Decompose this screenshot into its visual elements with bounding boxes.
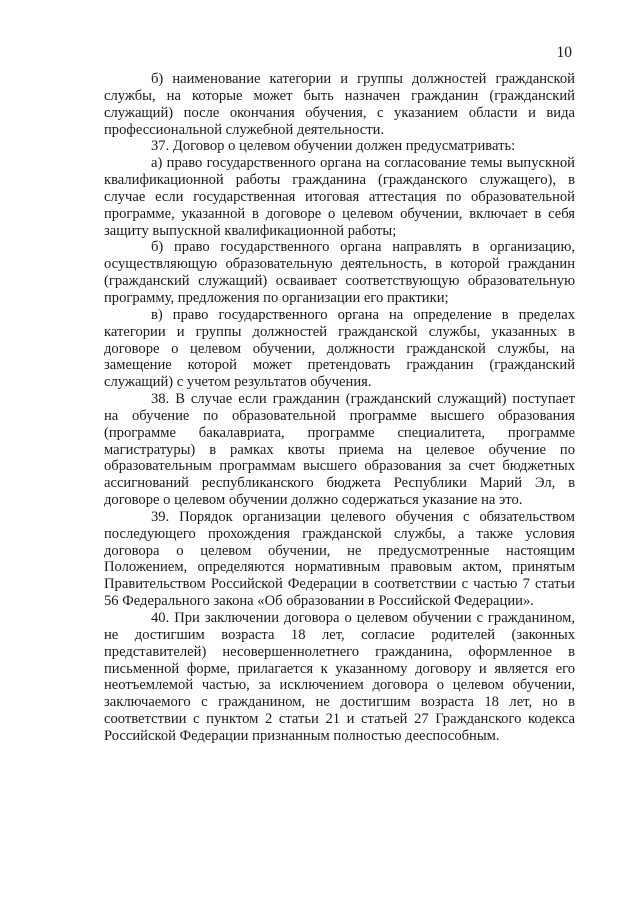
paragraph-37a: а) право государственного органа на согласование темы выпускной квалификационной работы гражданина (гражданского служащего), в случае если государственная итоговая аттестация по образовательной программе, указанной в договоре о целевом обучении, включает в себя защиту выпускной квалификационной работы; bbox=[104, 155, 575, 239]
page-number: 10 bbox=[556, 44, 572, 61]
paragraph-39: 39. Порядок организации целевого обучения с обязательством последующего прохождения гражданской службы, а также условия договора о целевом обучении, не предусмотренные настоящим Положением, определяются нормативным правовым актом, принятым Правительством Российской Федерации в соответствии с частью 7 статьи 56 Федерального закона «Об образовании в Российской Федерации». bbox=[104, 508, 575, 610]
document-body bbox=[104, 71, 575, 745]
paragraph-37b: б) право государственного органа направлять в организацию, осуществляющую образовательную деятельность, в которой гражданин (гражданский служащий) осваивает соответствующую образовательную программу, предложения по организации его практики; bbox=[104, 239, 575, 306]
paragraph-37v: в) право государственного органа на определение в пределах категории и группы должностей гражданской службы, указанных в договоре о целевом обучении, должности гражданской службы, на замещение которой может претендовать гражданин (гражданский служащий) с учетом результатов обучения. bbox=[104, 306, 575, 391]
paragraph-37: 37. Договор о целевом обучении должен предусматривать: bbox=[151, 138, 516, 155]
paragraph-40: 40. При заключении договора о целевом обучении с гражданином, не достигшим возраста 18 лет, согласие родителей (законных представителей) несовершеннолетнего гражданина, оформленное в письменной форме, прилагается к указанному договору и является его неотъемлемой частью, за исключением договора о целевом обучении, заключаемого с гражданином, не достигшим возраста 18 лет, но в соответствии с пунктом 2 статьи 21 и статьей 27 Гражданского кодекса Российской Федерации признанным полностью дееспособным. bbox=[104, 610, 575, 744]
paragraph-38: 38. В случае если гражданин (гражданский служащий) поступает на обучение по образовательной программе высшего образования (программе бакалавриата, программе специалитета, программе магистратуры) в рамках квоты приема на целевое обучение по образовательным программам высшего образования за счет бюджетных ассигнований республиканского бюджета Республики Марий Эл, в договоре о целевом обучении должно содержаться указание на это. bbox=[104, 391, 575, 509]
paragraph-6b: б) наименование категории и группы должностей гражданской службы, на которые может быть назначен гражданин (гражданский служащий) после окончания обучения, с указанием области и вида профессиональной служебной деятельности. bbox=[104, 71, 575, 138]
